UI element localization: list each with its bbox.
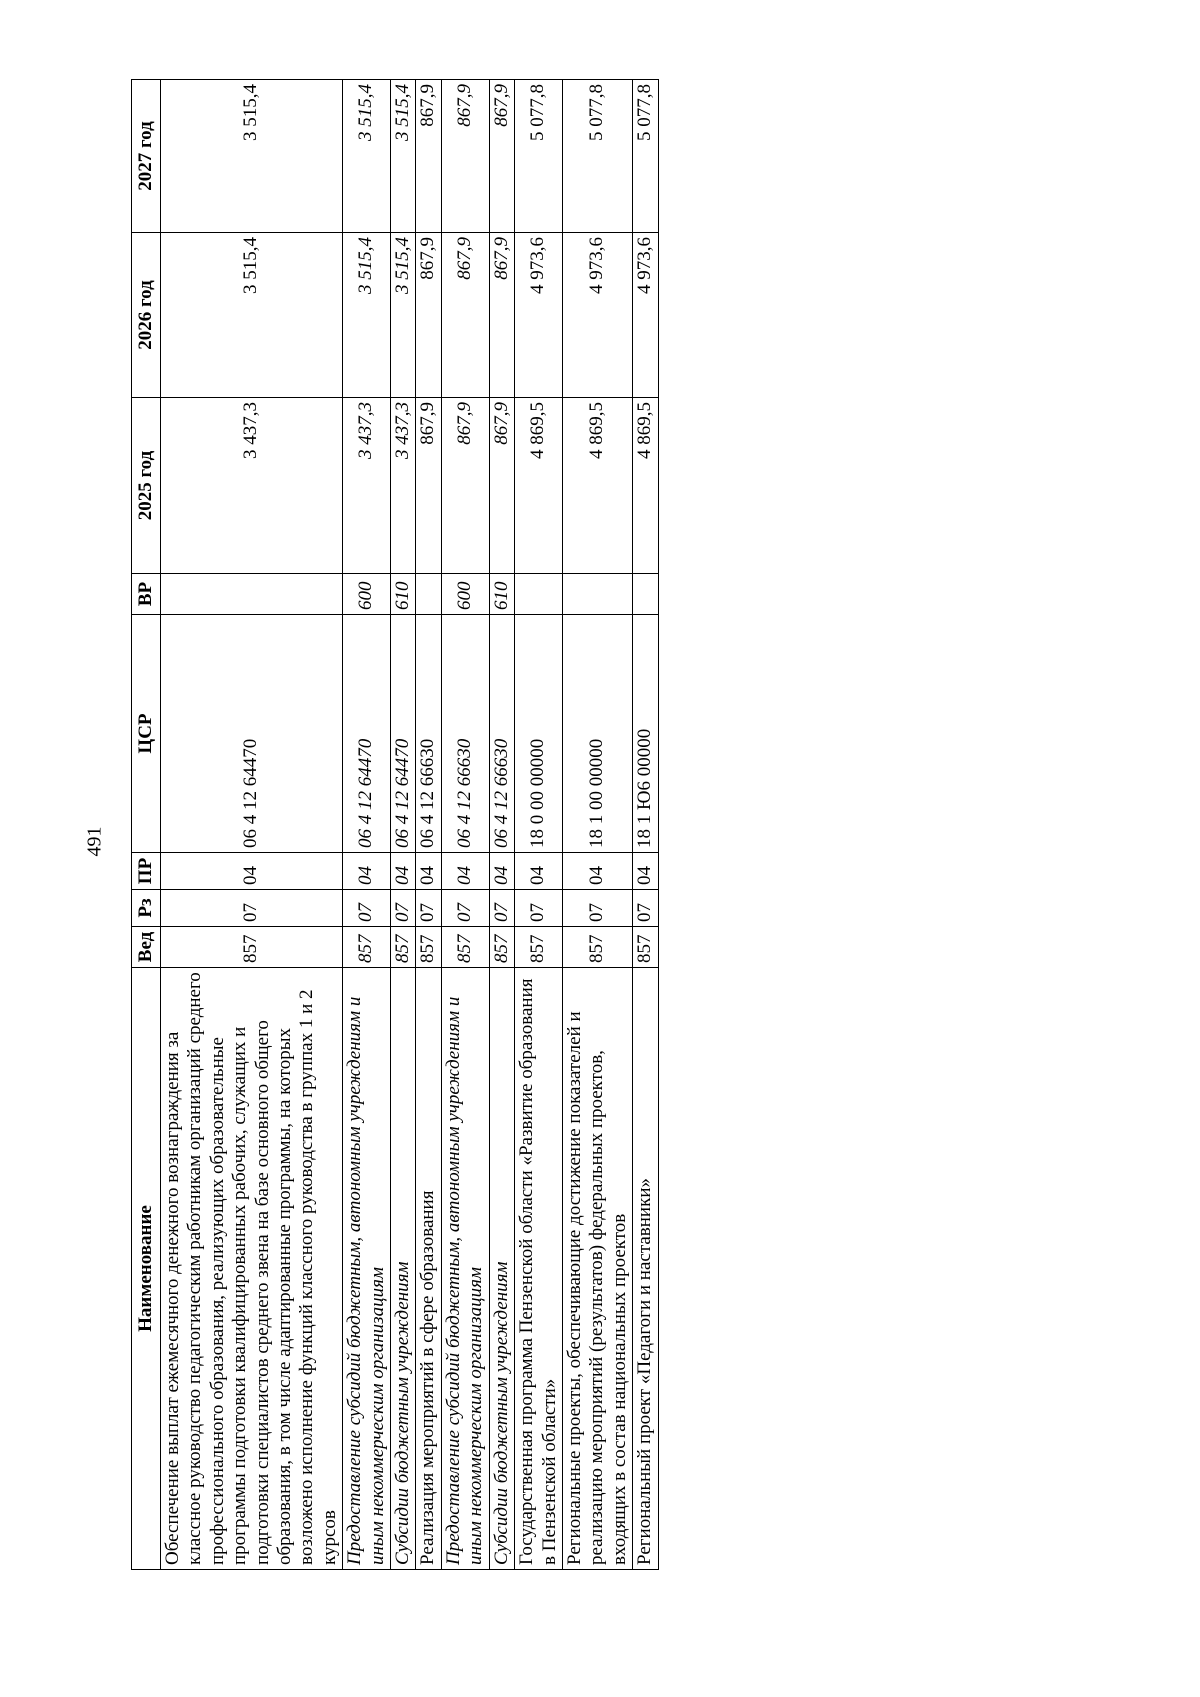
row-rz: 07 — [441, 890, 489, 927]
row-2025: 867,9 — [489, 398, 514, 574]
row-name: Региональные проекты, обеспечивающие достижение показателей и реализацию мероприятий (результатов) федеральных проектов, входящих в состав национальных проектов — [562, 968, 632, 1570]
row-ved: 857 — [489, 927, 514, 968]
row-csr: 18 1 Ю6 00000 — [633, 615, 658, 853]
table-row — [161, 80, 343, 1570]
row-vr — [161, 574, 343, 615]
row-pr: 04 — [515, 853, 563, 890]
row-2027: 3 515,4 — [391, 80, 416, 233]
row-vr: 600 — [343, 574, 391, 615]
row-2025: 867,9 — [416, 398, 441, 574]
row-2026: 867,9 — [441, 233, 489, 398]
row-csr: 18 0 00 00000 — [515, 615, 563, 853]
header-2025: 2025 год — [132, 398, 161, 574]
row-rz: 07 — [343, 890, 391, 927]
table-row — [489, 80, 514, 1570]
row-vr: 610 — [489, 574, 514, 615]
row-csr: 06 4 12 64470 — [161, 615, 343, 853]
row-2026: 867,9 — [416, 233, 441, 398]
row-2027: 867,9 — [416, 80, 441, 233]
row-vr — [416, 574, 441, 615]
row-2026: 3 515,4 — [343, 233, 391, 398]
row-csr: 06 4 12 66630 — [441, 615, 489, 853]
row-rz: 07 — [161, 890, 343, 927]
row-rz: 07 — [633, 890, 658, 927]
header-csr: ЦСР — [132, 615, 161, 853]
row-2027: 3 515,4 — [161, 80, 343, 233]
header-rz: Рз — [132, 890, 161, 927]
row-vr — [515, 574, 563, 615]
row-2026: 4 973,6 — [515, 233, 563, 398]
row-pr: 04 — [562, 853, 632, 890]
row-2026: 3 515,4 — [161, 233, 343, 398]
row-2027: 867,9 — [489, 80, 514, 233]
row-name: Субсидии бюджетным учреждениям — [489, 968, 514, 1570]
row-csr: 06 4 12 64470 — [391, 615, 416, 853]
row-pr: 04 — [441, 853, 489, 890]
row-vr — [633, 574, 658, 615]
row-2027: 3 515,4 — [343, 80, 391, 233]
row-2025: 4 869,5 — [562, 398, 632, 574]
row-name: Предоставление субсидий бюджетным, автономным учреждениям и иным некоммерческим организациям — [343, 968, 391, 1570]
page-number: 491 — [83, 826, 106, 857]
row-2027: 5 077,8 — [633, 80, 658, 233]
row-name: Региональный проект «Педагоги и наставники» — [633, 968, 658, 1570]
row-ved: 857 — [391, 927, 416, 968]
header-name: Наименование — [132, 968, 161, 1570]
row-ved: 857 — [633, 927, 658, 968]
table-row — [562, 80, 632, 1570]
row-rz: 07 — [416, 890, 441, 927]
row-ved: 857 — [515, 927, 563, 968]
table-row — [633, 80, 658, 1570]
rotated-table-container — [131, 80, 931, 1570]
row-csr: 06 4 12 66630 — [416, 615, 441, 853]
row-2025: 867,9 — [441, 398, 489, 574]
row-pr: 04 — [633, 853, 658, 890]
header-pr: ПР — [132, 853, 161, 890]
row-2026: 4 973,6 — [633, 233, 658, 398]
row-2026: 867,9 — [489, 233, 514, 398]
row-2027: 5 077,8 — [562, 80, 632, 233]
row-csr: 06 4 12 64470 — [343, 615, 391, 853]
row-2025: 4 869,5 — [633, 398, 658, 574]
row-2025: 3 437,3 — [161, 398, 343, 574]
header-ved: Вед — [132, 927, 161, 968]
row-ved: 857 — [562, 927, 632, 968]
row-rz: 07 — [391, 890, 416, 927]
row-csr: 06 4 12 66630 — [489, 615, 514, 853]
table-row — [515, 80, 563, 1570]
row-name: Обеспечение выплат ежемесячного денежного вознаграждения за классное руководство педагогическим работникам организаций среднего профессионального образования, реализующих образовательные программы подготовки квалифицированных рабочих, служащих и подготовки специалистов среднего звена на базе основного общего образования, в том числе адаптированные программы, на которых возложено исполнение функций классного руководства в группах 1 и 2 курсов — [161, 968, 343, 1570]
budget-table — [131, 79, 659, 1570]
table-row — [391, 80, 416, 1570]
row-2026: 4 973,6 — [562, 233, 632, 398]
row-name: Субсидии бюджетным учреждениям — [391, 968, 416, 1570]
row-pr: 04 — [343, 853, 391, 890]
header-vr: ВР — [132, 574, 161, 615]
row-ved: 857 — [441, 927, 489, 968]
row-pr: 04 — [416, 853, 441, 890]
table-header-row — [132, 80, 161, 1570]
row-rz: 07 — [489, 890, 514, 927]
row-rz: 07 — [515, 890, 563, 927]
row-pr: 04 — [391, 853, 416, 890]
row-name: Реализация мероприятий в сфере образования — [416, 968, 441, 1570]
row-csr: 18 1 00 00000 — [562, 615, 632, 853]
row-name: Государственная программа Пензенской области «Развитие образования в Пензенской области» — [515, 968, 563, 1570]
header-2026: 2026 год — [132, 233, 161, 398]
row-pr: 04 — [161, 853, 343, 890]
row-ved: 857 — [161, 927, 343, 968]
table-row — [343, 80, 391, 1570]
row-2025: 3 437,3 — [343, 398, 391, 574]
row-2027: 867,9 — [441, 80, 489, 233]
table-row — [416, 80, 441, 1570]
row-2027: 5 077,8 — [515, 80, 563, 233]
row-pr: 04 — [489, 853, 514, 890]
row-vr: 600 — [441, 574, 489, 615]
header-2027: 2027 год — [132, 80, 161, 233]
row-vr — [562, 574, 632, 615]
table-row — [441, 80, 489, 1570]
row-2025: 4 869,5 — [515, 398, 563, 574]
row-vr: 610 — [391, 574, 416, 615]
row-2026: 3 515,4 — [391, 233, 416, 398]
row-2025: 3 437,3 — [391, 398, 416, 574]
row-name: Предоставление субсидий бюджетным, автономным учреждениям и иным некоммерческим организациям — [441, 968, 489, 1570]
row-ved: 857 — [343, 927, 391, 968]
row-rz: 07 — [562, 890, 632, 927]
row-ved: 857 — [416, 927, 441, 968]
